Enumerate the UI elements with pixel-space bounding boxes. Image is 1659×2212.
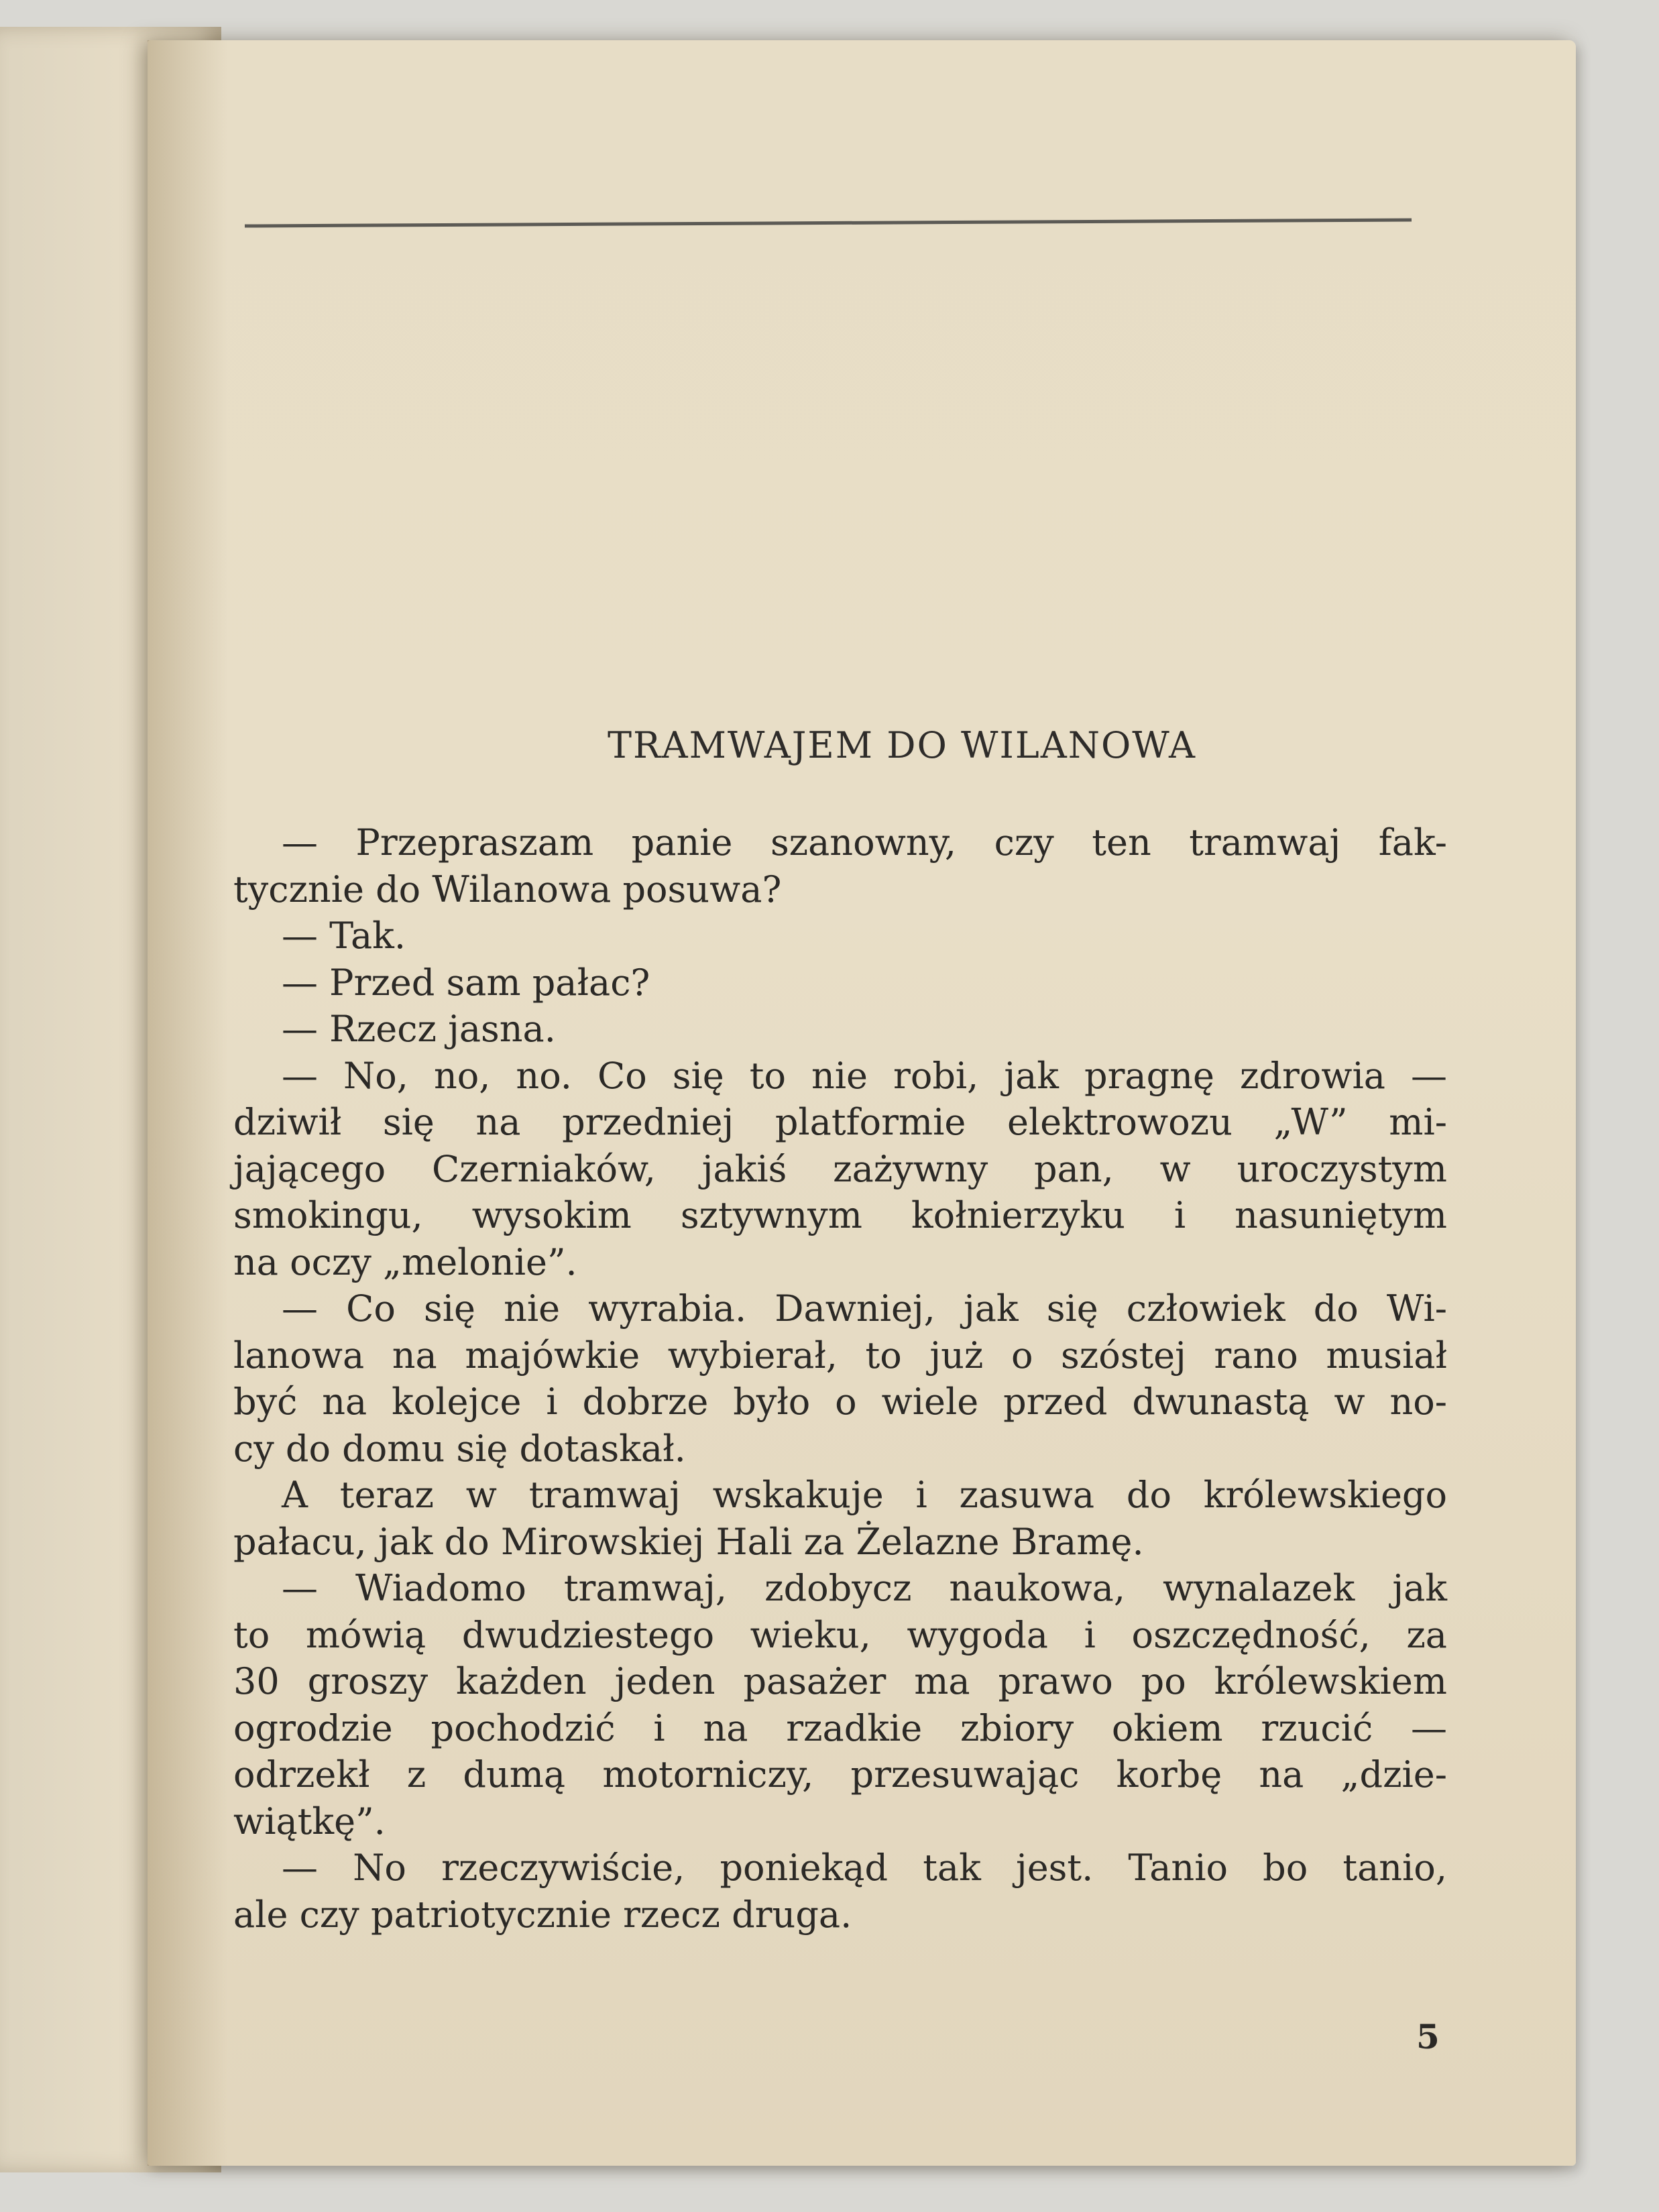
chapter-title: TRAMWAJEM DO WILANOWA: [607, 724, 1197, 766]
text-line: — Wiadomo tramwaj, zdobycz naukowa, wynalazek jak: [282, 1567, 1447, 1609]
text-line: — Rzecz jasna.: [282, 1008, 556, 1050]
text-line: — Tak.: [282, 915, 406, 957]
text-line: to mówią dwudziestego wieku, wygoda i oszczędność, za: [233, 1613, 1447, 1656]
text-line: — Przed sam pałac?: [282, 961, 650, 1004]
text-line: cy do domu się dotaskał.: [233, 1427, 686, 1470]
text-line: ogrodzie pochodzić i na rzadkie zbiory okiem rzucić —: [233, 1706, 1447, 1749]
text-line: — Co się nie wyrabia. Dawniej, jak się człowiek do Wi-: [282, 1287, 1447, 1330]
text-line: — Przepraszam panie szanowny, czy ten tramwaj fak-: [282, 821, 1447, 864]
text-line: — No, no, no. Co się to nie robi, jak pragnę zdrowia —: [282, 1054, 1447, 1097]
text-line: pałacu, jak do Mirowskiej Hali za Żelazne Bramę.: [233, 1520, 1144, 1563]
header-rule: [245, 218, 1412, 227]
text-line: ale czy patriotycznie rzecz druga.: [233, 1893, 852, 1936]
text-line: wiątkę”.: [233, 1800, 386, 1843]
body-text: [233, 819, 1447, 1938]
page-number: 5: [1416, 2017, 1440, 2056]
book-page: [148, 40, 1576, 2166]
text-line: dziwił się na przedniej platformie elektrowozu „W” mi-: [233, 1101, 1447, 1143]
text-line: tycznie do Wilanowa posuwa?: [233, 868, 782, 911]
text-line: odrzekł z dumą motorniczy, przesuwając korbę na „dzie-: [233, 1753, 1447, 1796]
text-line: smokingu, wysokim sztywnym kołnierzyku i nasuniętym: [233, 1194, 1447, 1236]
text-line: — No rzeczywiście, poniekąd tak jest. Tanio bo tanio,: [282, 1847, 1447, 1889]
text-line: lanowa na majówkie wybierał, to już o szóstej rano musiał: [233, 1334, 1447, 1377]
text-line: 30 groszy każden jeden pasażer ma prawo po królewskiem: [233, 1660, 1447, 1702]
text-line: być na kolejce i dobrze było o wiele przed dwunastą w no-: [233, 1381, 1447, 1423]
text-line: na oczy „melonie”.: [233, 1240, 577, 1283]
text-line: A teraz w tramwaj wskakuje i zasuwa do królewskiego: [282, 1474, 1447, 1516]
text-line: jającego Czerniaków, jakiś zażywny pan, w uroczystym: [233, 1147, 1447, 1190]
